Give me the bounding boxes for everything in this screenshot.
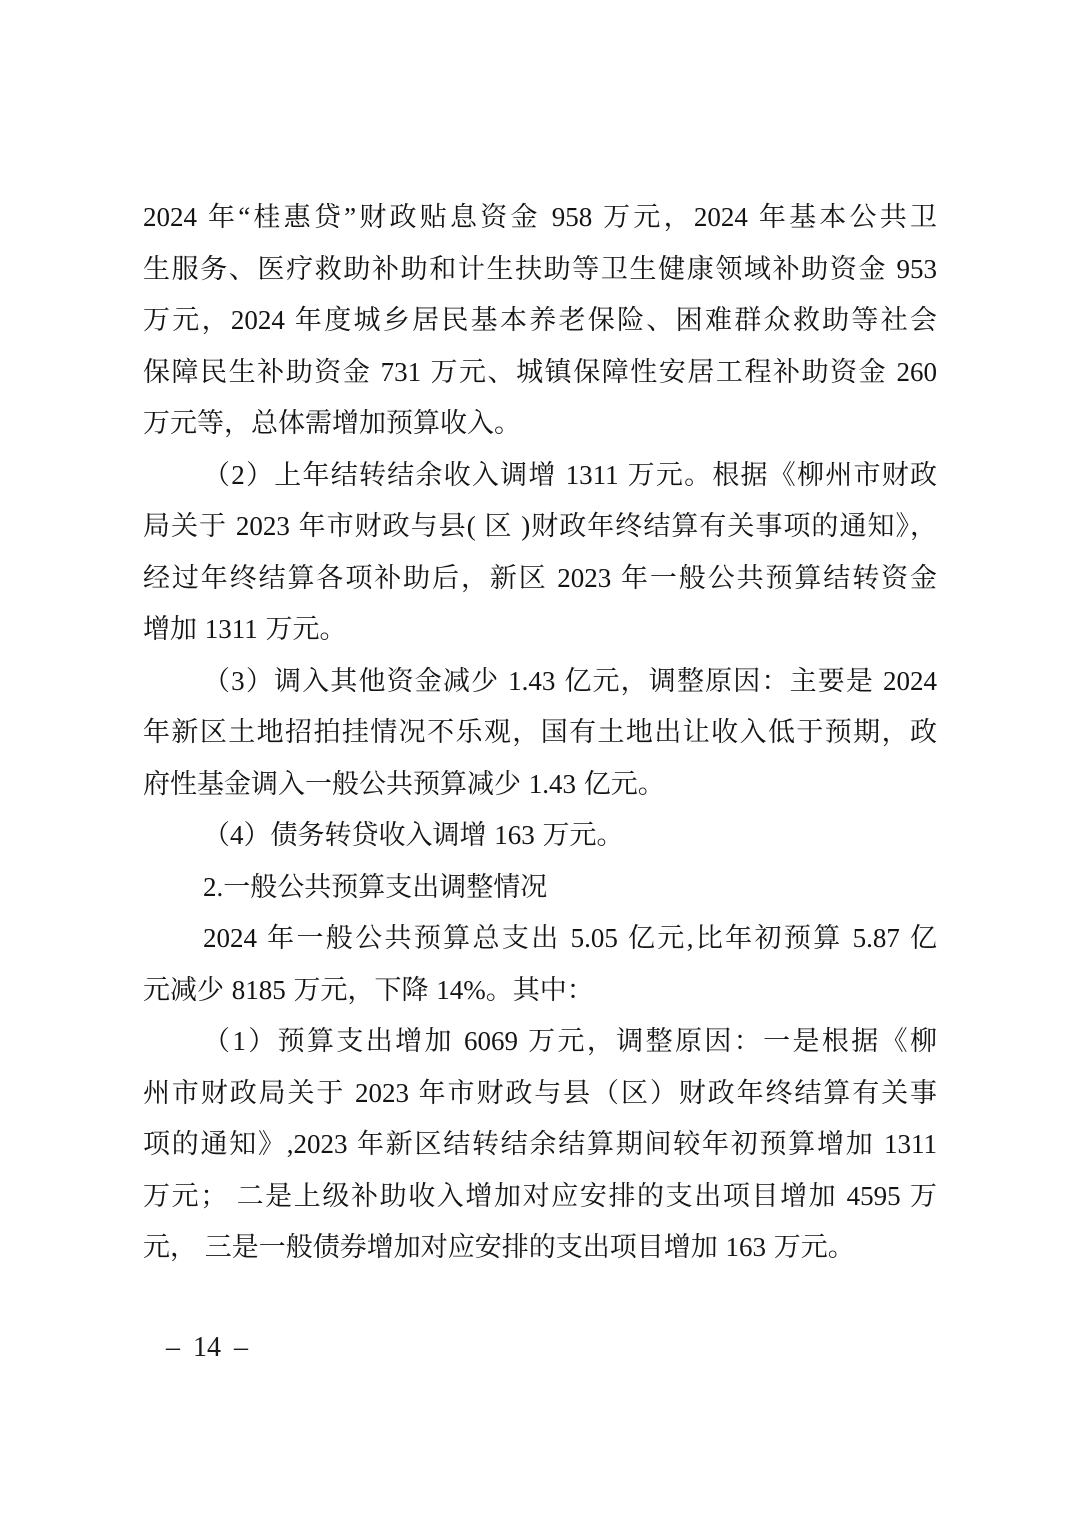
- text-line: 州市财政局关于 2023 年市财政与县（区）财政年终结算有关事: [143, 1077, 937, 1108]
- paragraph: [143, 192, 937, 450]
- text-line: 经过年终结算各项补助后，新区 2023 年一般公共预算结转资金: [143, 562, 937, 593]
- paragraph: [143, 450, 937, 656]
- text-line: 万元等，总体需增加预算收入。: [143, 408, 521, 438]
- paragraph: [143, 862, 937, 914]
- paragraph: [143, 1016, 937, 1274]
- text-line: 元减少 8185 万元，下降 14%。其中：: [143, 974, 594, 1005]
- text-line: （1）预算支出增加 6069 万元，调整原因：一是根据《柳: [203, 1026, 937, 1056]
- paragraph: [143, 913, 937, 1016]
- text-line: （4）债务转贷收入调增 163 万元。: [203, 820, 624, 850]
- text-line: 保障民生补助资金 731 万元、城镇保障性安居工程补助资金 260: [143, 356, 937, 387]
- text-line: 局关于 2023 年市财政与县( 区 )财政年终结算有关事项的通知》，: [143, 511, 937, 541]
- text-line: （2）上年结转结余收入调增 1311 万元。根据《柳州市财政: [203, 459, 937, 490]
- text-line: 增加 1311 万元。: [143, 614, 347, 644]
- text-line: 2024 年“桂惠贷”财政贴息资金 958 万元，2024 年基本公共卫: [143, 202, 937, 232]
- text-line: 生服务、医疗救助补助和计生扶助等卫生健康领域补助资金 953: [143, 253, 937, 284]
- page-number: – 14 –: [166, 1332, 248, 1363]
- paragraph: [143, 810, 937, 862]
- text-line: 万元，2024 年度城乡居民基本养老保险、困难群众救助等社会: [143, 305, 937, 335]
- text-line: 元， 三是一般债券增加对应安排的支出项目增加 163 万元。: [143, 1232, 855, 1262]
- document-body: [143, 192, 937, 1274]
- text-line: 年新区土地招拍挂情况不乐观，国有土地出让收入低于预期，政: [143, 717, 937, 747]
- text-line: 2.一般公共预算支出调整情况: [203, 871, 548, 902]
- text-line: 2024 年一般公共预算总支出 5.05 亿元,比年初预算 5.87 亿: [203, 923, 937, 953]
- paragraph: [143, 656, 937, 811]
- text-line: 府性基金调入一般公共预算减少 1.43 亿元。: [143, 768, 665, 799]
- text-line: 项的通知》,2023 年新区结转结余结算期间较年初预算增加 1311: [143, 1129, 937, 1159]
- text-line: （3）调入其他资金减少 1.43 亿元，调整原因：主要是 2024: [203, 665, 937, 696]
- text-line: 万元； 二是上级补助收入增加对应安排的支出项目增加 4595 万: [143, 1180, 937, 1211]
